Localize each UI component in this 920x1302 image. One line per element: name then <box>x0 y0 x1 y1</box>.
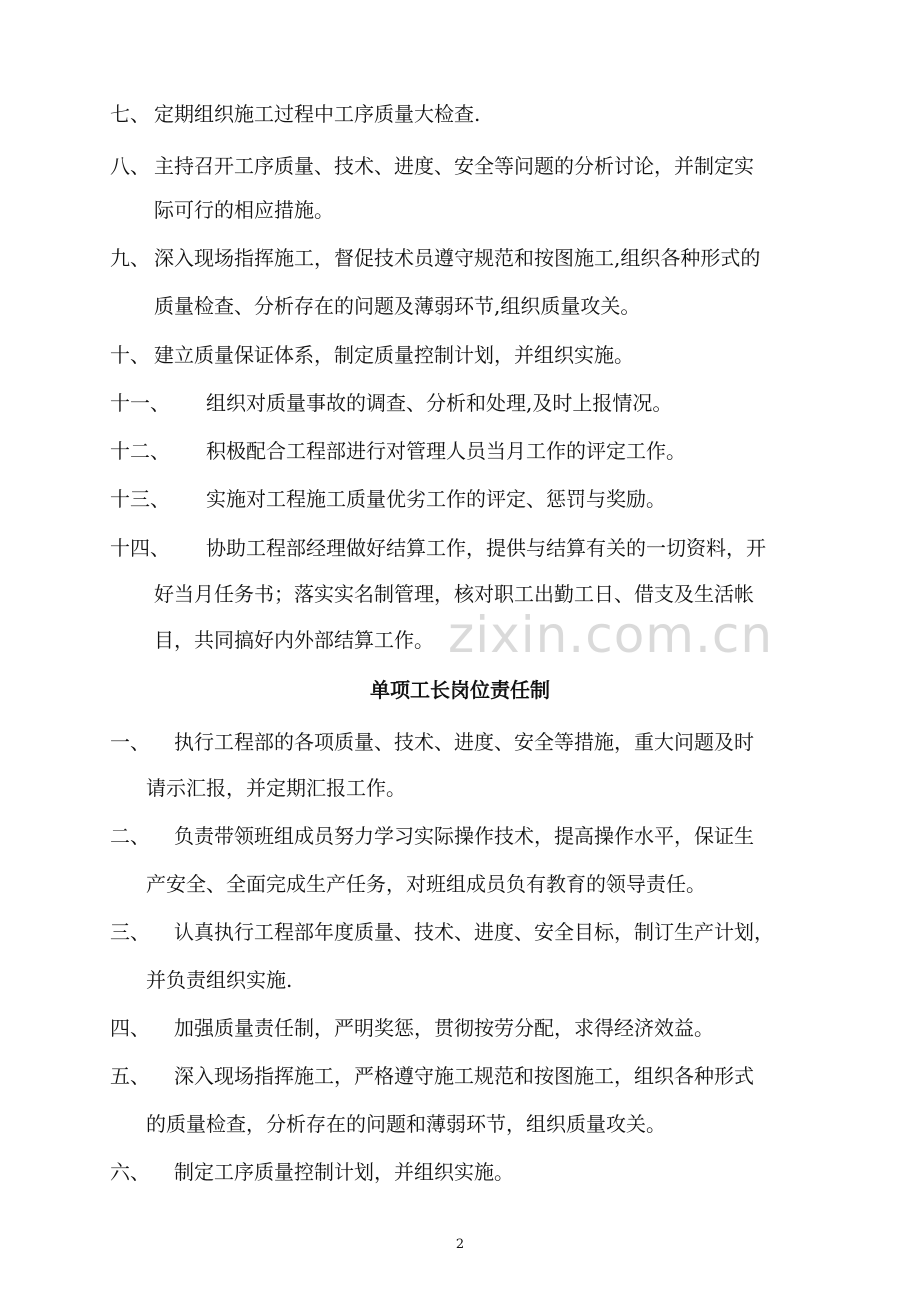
item-number: 三、 <box>110 920 150 944</box>
item-number: 一、 <box>110 730 150 754</box>
item-text-continuation: 产安全、全面完成生产任务，对班组成员负有教育的领导责任。 <box>146 872 706 896</box>
item-number: 六、 <box>110 1160 150 1184</box>
item-text-continuation: 请示汇报，并定期汇报工作。 <box>146 776 406 800</box>
item-text: 定期组织施工过程中工序质量大检查. <box>154 102 481 126</box>
item-text: 实施对工程施工质量优劣工作的评定、惩罚与奖励。 <box>206 487 666 511</box>
item-text: 组织对质量事故的调查、分析和处理,及时上报情况。 <box>206 391 673 415</box>
item-number: 五、 <box>110 1064 150 1088</box>
item-text-continuation: 质量检查、分析存在的问题及薄弱环节,组织质量攻关。 <box>154 294 641 318</box>
item-text: 协助工程部经理做好结算工作，提供与结算有关的一切资料，开 <box>206 536 766 560</box>
item-text: 积极配合工程部进行对管理人员当月工作的评定工作。 <box>206 439 686 463</box>
section-title: 单项工长岗位责任制 <box>370 678 550 702</box>
item-number: 十四、 <box>110 536 170 560</box>
item-number: 十二、 <box>110 439 170 463</box>
item-number: 七、 <box>110 102 150 126</box>
item-text: 主持召开工序质量、技术、进度、安全等问题的分析讨论，并制定实 <box>154 154 754 178</box>
item-text: 建立质量保证体系，制定质量控制计划，并组织实施。 <box>154 343 634 367</box>
item-text-continuation: 的质量检查，分析存在的问题和薄弱环节，组织质量攻关。 <box>146 1112 666 1136</box>
item-text: 加强质量责任制，严明奖惩，贯彻按劳分配，求得经济效益。 <box>174 1016 714 1040</box>
item-number: 四、 <box>110 1016 150 1040</box>
item-text: 深入现场指挥施工，严格遵守施工规范和按图施工，组织各种形式 <box>174 1064 754 1088</box>
item-number: 八、 <box>110 154 150 178</box>
item-number: 十一、 <box>110 391 170 415</box>
item-text: 认真执行工程部年度质量、技术、进度、安全目标，制订生产计划， <box>174 920 774 944</box>
item-text: 制定工序质量控制计划，并组织实施。 <box>174 1160 514 1184</box>
watermark: zixin.com.cn <box>448 606 774 664</box>
item-number: 十、 <box>110 343 150 367</box>
item-text-continuation: 际可行的相应措施。 <box>154 198 334 222</box>
item-text: 负责带领班组成员努力学习实际操作技术，提高操作水平，保证生 <box>174 824 754 848</box>
item-text-continuation: 目，共同搞好内外部结算工作。 <box>154 628 434 652</box>
page-number: 2 <box>455 1237 465 1252</box>
item-text: 执行工程部的各项质量、技术、进度、安全等措施，重大问题及时 <box>174 730 754 754</box>
item-number: 二、 <box>110 824 150 848</box>
item-number: 九、 <box>110 246 150 270</box>
item-text-continuation: 并负责组织实施. <box>146 968 293 992</box>
item-text-continuation: 好当月任务书；落实实名制管理，核对职工出勤工日、借支及生活帐 <box>154 582 754 606</box>
item-number: 十三、 <box>110 487 170 511</box>
item-text: 深入现场指挥施工，督促技术员遵守规范和按图施工,组织各种形式的 <box>154 246 761 270</box>
